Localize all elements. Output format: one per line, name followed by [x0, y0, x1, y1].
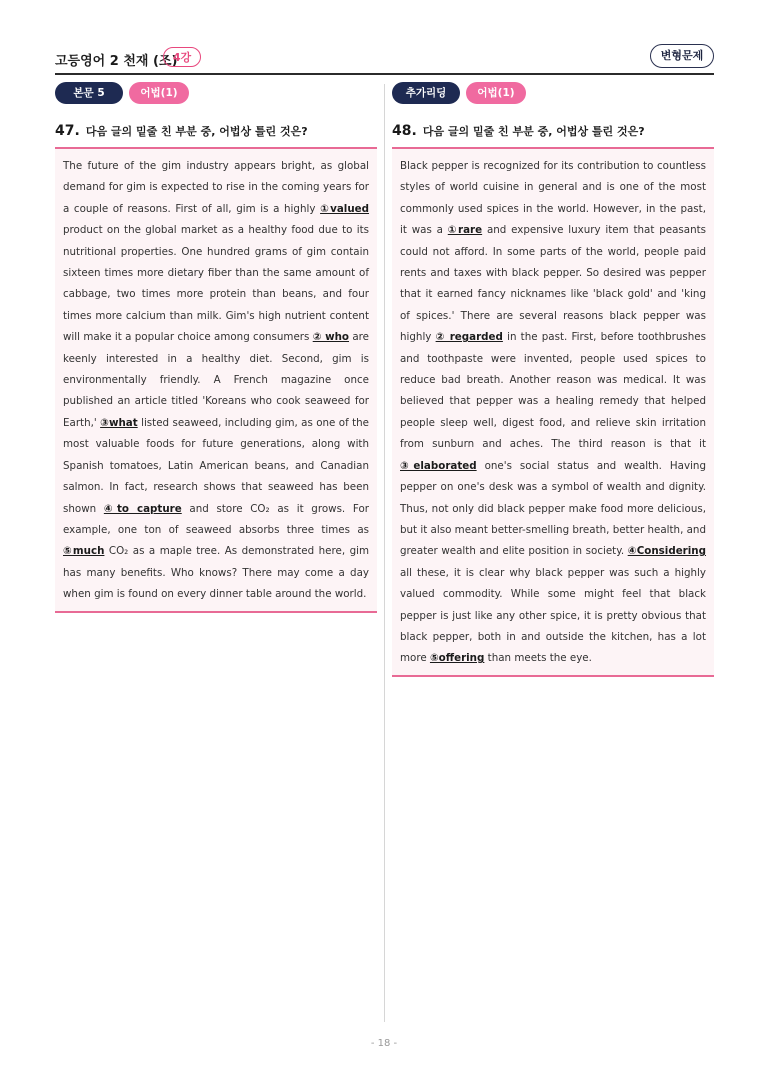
underlined-choice-2: ② regarded	[435, 331, 503, 344]
page-title: 고등영어 2 천재 (조)	[55, 54, 178, 69]
underlined-choice-1: ①rare	[447, 224, 483, 237]
underlined-choice-2: ② who	[312, 331, 350, 344]
underlined-choice-4: ④Considering	[627, 545, 706, 558]
question-48-column	[392, 82, 714, 677]
question-text: 다음 글의 밑줄 친 부분 중, 어법상 틀린 것은?	[422, 125, 645, 138]
question-48-prompt	[392, 123, 714, 139]
source-tag: 본문 5	[55, 82, 123, 104]
page-number: - 18 -	[370, 1038, 398, 1049]
header-divider	[55, 73, 714, 75]
passage-text	[63, 156, 369, 606]
underlined-choice-3: ③elaborated	[400, 459, 477, 472]
page-header	[55, 46, 714, 74]
underlined-choice-3: ③what	[100, 416, 138, 429]
passage-box	[392, 147, 714, 677]
passage-segment: are keenly interested in a healthy diet. Second, gim is environmentally friendly. A French magazine once published an article titled 'Koreans who cook seaweed for Earth,'	[63, 331, 369, 429]
category-tag: 어법(1)	[466, 82, 526, 104]
passage-segment: and store CO₂ as it grows. For example, one ton of seaweed absorbs three times as	[63, 502, 369, 536]
question-text: 다음 글의 밑줄 친 부분 중, 어법상 틀린 것은?	[85, 125, 308, 138]
lesson-badge: 4강	[163, 47, 201, 67]
passage-segment: CO₂ as a maple tree. As demonstrated here, gim has many benefits. Who knows? There may come a day when gim is found on every dinner table around the world.	[63, 545, 369, 601]
passage-segment: all these, it is clear why black pepper was such a highly valued commodity. While some might feel that black pepper is just like any other spice, it is pretty obvious that black pepper, both in and outside the kitchen, has a lot more	[400, 566, 706, 665]
source-tag: 추가리딩	[392, 82, 460, 104]
underlined-choice-1: ①valued	[320, 202, 370, 215]
category-tag: 어법(1)	[129, 82, 189, 104]
passage-text	[400, 156, 706, 670]
question-47-column	[55, 82, 377, 613]
column-divider	[384, 84, 385, 1022]
passage-segment: Black pepper is recognized for its contribution to countless styles of world cuisine in general and is one of the most commonly used spices in the world. However, in the past, it was a	[400, 160, 706, 237]
passage-segment: product on the global market as a healthy food due to its nutritional properties. One hundred grams of gim contain sixteen times more dietary fiber than the same amount of cabbage, two times more protein than beans, and four times more calcium than milk. Gim's high nutrient content will make it a popular choice among consumers	[63, 224, 369, 344]
underlined-choice-5: ⑤much	[63, 545, 105, 558]
problem-type-badge: 변형문제	[650, 44, 714, 68]
underlined-choice-4: ④to capture	[103, 502, 182, 515]
question-tags	[392, 82, 714, 104]
passage-segment: listed seaweed, including gim, as one of the most valuable foods for future generations, along with Spanish tomatoes, Latin American beans, and Canadian salmon. In fact, research shows that seaweed has been shown	[63, 416, 370, 515]
passage-segment: and expensive luxury item that peasants could not afford. In some parts of the world, people paid rents and taxes with black pepper. So desired was pepper that it earned fancy nicknames like 'black gold' and 'king of spices.' There are several reasons black pepper was highly	[400, 224, 706, 344]
question-47-prompt	[55, 123, 377, 139]
passage-segment: one's social status and wealth. Having pepper on one's desk was a symbol of wealth and dignity. Thus, not only did black pepper make food more delicious, but it also meant better-smelling breath, better health, and greater wealth and elite position in society.	[400, 459, 706, 558]
passage-box	[55, 147, 377, 613]
question-tags	[55, 82, 377, 104]
question-number: 47.	[55, 123, 80, 139]
question-number: 48.	[392, 123, 417, 139]
underlined-choice-5: ⑤offering	[429, 652, 485, 665]
passage-segment: in the past. First, before toothbrushes and toothpaste were invented, people used spices to reduce bad breath. Another reason was medical. It was believed that pepper was a healing remedy that helped people sleep well, digest food, and relieve skin irritation from sunburn and aches. The third reason is that it	[400, 331, 706, 451]
passage-segment: than meets the eye.	[484, 652, 592, 665]
passage-segment: The future of the gim industry appears bright, as global demand for gim is expected to rise in the coming years for a couple of reasons. First of all, gim is a highly	[63, 160, 369, 215]
